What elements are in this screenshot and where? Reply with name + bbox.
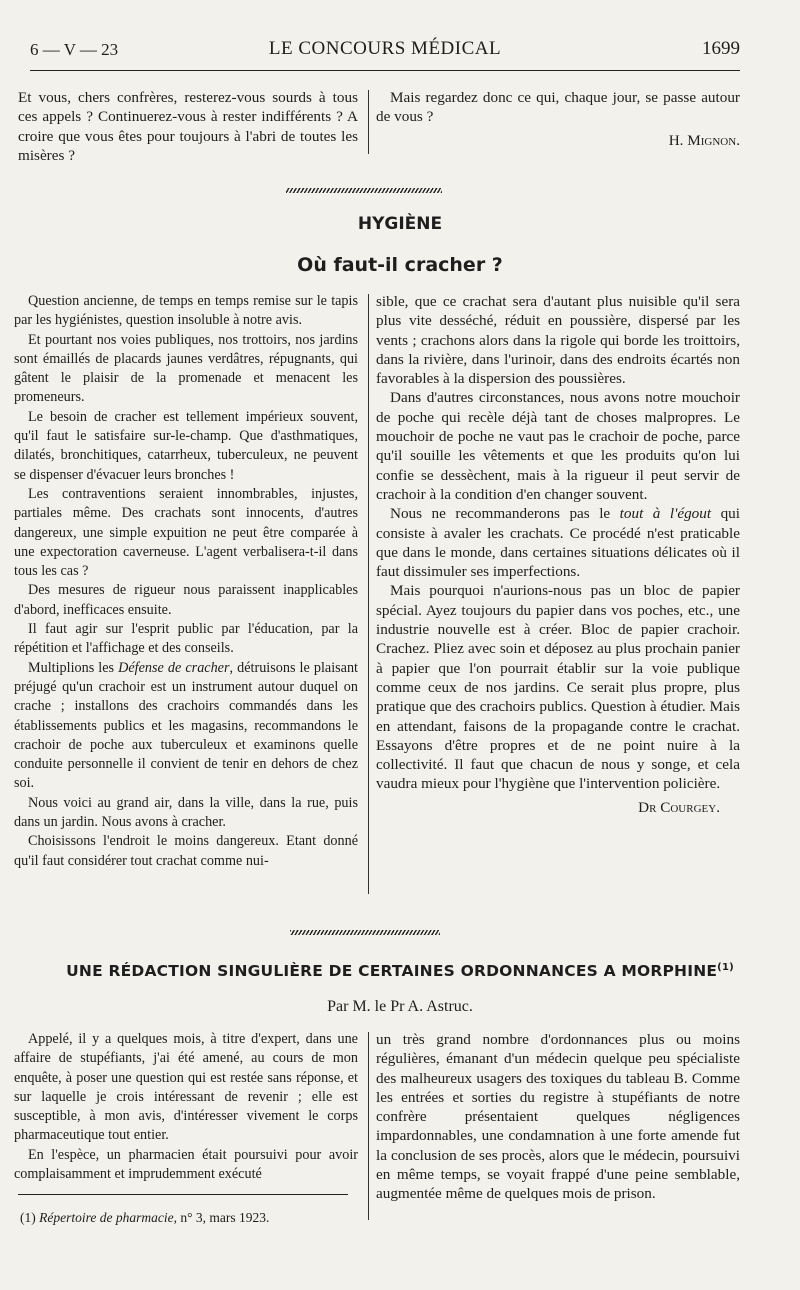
paragraph: Appelé, il y a quelques mois, à titre d'expert, dans une affaire de stupéfiants, j'ai été amené, au cours de mon enquête, à poser une question qui est restée sans réponse, et sur laquelle je crois intéressant de revenir ; elle est susceptible, à mon avis, d'intéresser vivement le corps pharmaceutique tout entier. bbox=[14, 1031, 358, 1144]
journal-title: LE CONCOURS MÉDICAL bbox=[268, 38, 502, 59]
header-rule bbox=[30, 70, 740, 71]
prev-article-right-text: Mais regardez donc ce qui, chaque jour, se passe autour de vous ? bbox=[376, 89, 740, 126]
prev-article-left-text: Et vous, chers confrères, resterez-vous sourds à tous ces appels ? Continuerez-vous à rester indifférents ? A croire que vous êtes pour toujours à l'abri de toutes les misères ? bbox=[18, 89, 358, 164]
italic-text: tout à l'égout bbox=[619, 505, 712, 523]
section-heading: HYGIÈNE bbox=[357, 214, 443, 234]
footnote-number: (1) bbox=[20, 1210, 40, 1225]
footnote-marker: (1) bbox=[717, 962, 734, 973]
hygiene-left-column bbox=[14, 292, 358, 871]
footnote-source: Répertoire de pharmacie bbox=[39, 1210, 174, 1225]
byline: Par M. le Pr A. Astruc. bbox=[327, 998, 473, 1015]
column-divider bbox=[368, 90, 369, 154]
article-title: Où faut-il cracher ? bbox=[297, 254, 503, 276]
paragraph bbox=[376, 504, 740, 581]
text-run: qui consiste à avaler les crachats. Ce procédé n'est praticable que dans le monde, dans certaines situations délicates où il faut dissimuler ses imperfections. bbox=[376, 505, 740, 581]
paragraph: Et pourtant nos voies publiques, nos trottoirs, nos jardins sont émaillés de placards jaunes verdâtres, répugnants, qui gâtent le plaisir de la promenade et menacent les promeneurs. bbox=[14, 331, 358, 406]
paragraph: Les contraventions seraient innombrables, injustes, partiales même. Des crachats sont innocents, d'autres dangereux, une simple expuition ne peut être comparée à une expectoration caverneuse. L'agent verbalisera-t-il dans tous les cas ? bbox=[14, 485, 358, 580]
text-run: , détruisons le plaisant préjugé qu'un crachoir est un instrument autour duquel on crache ; installons des crachoirs commandés dans les établissements publics et les magasins, recommandons le crachoir de poche aux tuberculeux et examinons quelle conduite personnelle il convient de tenir en dehors de chez soi. bbox=[14, 659, 358, 792]
paragraph: Il faut agir sur l'esprit public par l'éducation, par la répétition et l'affichage et des conseils. bbox=[14, 621, 358, 657]
page-header bbox=[30, 38, 740, 68]
hygiene-right-column bbox=[376, 292, 740, 817]
article-signature: Dr Courgey. bbox=[638, 798, 720, 816]
text-run: Nous ne recommanderons pas le bbox=[390, 505, 620, 523]
footnote-rule bbox=[18, 1194, 348, 1195]
ornament-divider bbox=[286, 188, 442, 193]
article-title bbox=[0, 962, 800, 980]
prev-article-right bbox=[376, 88, 740, 150]
footnote bbox=[20, 1210, 269, 1226]
prev-article-signature: H. Mignon. bbox=[668, 131, 740, 149]
footnote-details: , n° 3, mars 1923. bbox=[173, 1210, 270, 1225]
paragraph: Nous voici au grand air, dans la ville, dans la rue, puis dans un jardin. Nous avons à cracher. bbox=[14, 794, 358, 831]
paragraph: un très grand nombre d'ordonnances plus ou moins régulières, émanant d'un médecin quelque peu spécialiste des malheureux usagers des toxiques du tableau B. Comme les entrées et sorties du registre à stupéfiants de notre confrère présentaient quelques négligences impardonnables, une condamnation à une forte amende fut la conclusion de ses procès, alors que le médecin, poursuivi en même temps, se voyait frappé d'une peine semblable, augmentée même de quelques mois de prison. bbox=[376, 1031, 740, 1203]
article-title-text: UNE RÉDACTION SINGULIÈRE DE CERTAINES ORDONNANCES A MORPHINE bbox=[66, 962, 718, 981]
paragraph: sible, que ce crachat sera d'autant plus nuisible qu'il sera plus vite desséché, réduit en poussière, dispersé par les vents ; crachons alors dans la rigole qui borde les troittoirs, dans la rivière, dans l'urinoir, dans des endroits écartés non favorables à la dispersion des poussières. bbox=[376, 293, 740, 388]
paragraph: En l'espèce, un pharmacien était poursuivi pour avoir complaisamment et imprudemment exécuté bbox=[14, 1146, 358, 1183]
italic-text: Défense de cracher bbox=[118, 659, 230, 676]
text-run: Multiplions les bbox=[28, 659, 119, 676]
column-divider bbox=[368, 1032, 369, 1220]
column-divider bbox=[368, 294, 369, 894]
paragraph: Des mesures de rigueur nous paraissent inapplicables d'abord, inefficaces ensuite. bbox=[14, 582, 358, 618]
issue-date: 6 — V — 23 bbox=[30, 40, 119, 59]
paragraph bbox=[14, 659, 358, 794]
paragraph: Dans d'autres circonstances, nous avons notre mouchoir de poche qui recèle déjà tant de choses malpropres. Le mouchoir de poche ne vaut pas le crachoir de poche, parce qu'il souille les vêtements et que les produits qu'on lui confie se dessèchent, mais à la rigueur il peut servir de crachoir à la condition d'en changer souvent. bbox=[376, 389, 740, 503]
morphine-left-column bbox=[14, 1030, 358, 1184]
paragraph: Le besoin de cracher est tellement impérieux souvent, qu'il faut le satisfaire sur-le-champ. Que d'asthmatiques, dilatés, bronchitiques, catarrheux, tuberculeux, ne peuvent se dispenser d'évacuer leurs bronches ! bbox=[14, 408, 358, 483]
morphine-right-column bbox=[376, 1030, 740, 1204]
paragraph: Question ancienne, de temps en temps remise sur le tapis par les hygiénistes, question insoluble à notre avis. bbox=[14, 293, 358, 329]
paragraph: Choisissons l'endroit le moins dangereux. Etant donné qu'il faut considérer tout crachat comme nui- bbox=[14, 833, 358, 869]
prev-article-left bbox=[18, 88, 358, 165]
page-number: 1699 bbox=[702, 38, 740, 59]
paragraph: Mais pourquoi n'aurions-nous pas un bloc de papier spécial. Ayez toujours du papier dans vos poches, etc., une industrie nouvelle est à créer. Bloc de papier crachoir. Crachez. Pliez avec soin et déposez au plus prochain panier à papier que l'on pourrait établir sur la voie publique comme ceux de nos jardins. Ce serait plus propre, plus pratique que des crachoirs publics. Question à étudier. Mais en attendant, faisons de la propagande contre le crachat. Essayons d'être propres et de ne point nuire à la collectivité. Il faut que chacun de nous y songe, et cela vaudra mieux pour l'hygiène que l'intervention policière. bbox=[376, 582, 740, 793]
ornament-divider bbox=[290, 930, 440, 935]
